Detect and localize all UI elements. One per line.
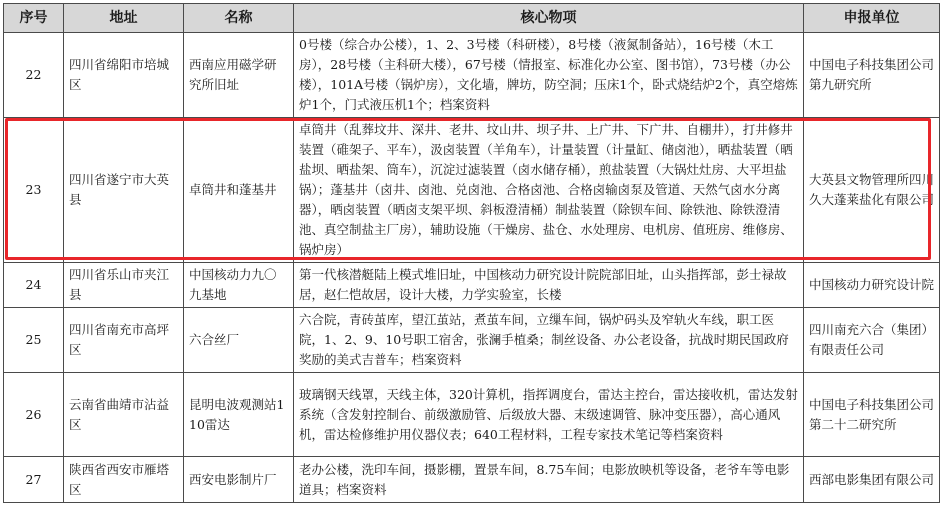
row-location: 四川省南充市高坪区: [64, 308, 184, 373]
table-header-row: [4, 4, 940, 33]
row-location: 四川省绵阳市培城区: [64, 33, 184, 118]
row-name: 六合丝厂: [184, 308, 294, 373]
row-name: 卓筒井和蓬基井: [184, 118, 294, 263]
row-location: 云南省曲靖市沾益区: [64, 373, 184, 457]
row-applicant: 中国核动力研究设计院: [804, 263, 940, 308]
row-core-items: 玻璃钢天线罩，天线主体，320计算机，指挥调度台，雷达主控台，雷达接收机，雷达发射系统（含发射控制台、前级激励管、后级放大器、末级速调管、脉冲变压器），高心通风机，雷达检修维护用仪器仪表；640工程材料，工程专家技术笔记等档案资料: [294, 373, 804, 457]
row-no: 23: [4, 118, 64, 263]
row-applicant: 中国电子科技集团公司第九研究所: [804, 33, 940, 118]
row-core-items: 老办公楼，洗印车间，摄影棚，置景车间，8.75车间；电影放映机等设备，老爷车等电影道具；档案资料: [294, 457, 804, 503]
row-location: 陕西省西安市雁塔区: [64, 457, 184, 503]
row-no: 25: [4, 308, 64, 373]
row-location: 四川省遂宁市大英县: [64, 118, 184, 263]
row-name: 西南应用磁学研究所旧址: [184, 33, 294, 118]
row-no: 24: [4, 263, 64, 308]
header-applicant: 申报单位: [804, 4, 940, 33]
row-core-items: 卓筒井（乱葬坟井、深井、老井、坟山井、坝子井、上广井、下广井、自棚井），打井修井装置（碓架子、平车），汲卤装置（羊角车），计量装置（计量缸、储卤池），晒盐装置（晒盐坝、晒盐架、筒车），沉淀过滤装置（卤水储存桶），煎盐装置（大锅灶灶房、大平坦盐锅）；蓬基井（卤井、卤池、兑卤池、合格卤池、合格卤输卤泵及管道、天然气卤水分离器），晒卤装置（晒卤支架平坝、斜板澄清桶）制盐装置（除钡车间、除铁池、除铁澄清池、真空制盐主厂房），辅助设施（干燥房、盐仓、水处理房、电机房、值班房、维修房、锅炉房）: [294, 118, 804, 263]
header-no: 序号: [4, 4, 64, 33]
row-name: 西安电影制片厂: [184, 457, 294, 503]
table-row: [4, 33, 940, 118]
row-core-items: 0号楼（综合办公楼），1、2、3号楼（科研楼），8号楼（液氮制备站），16号楼（木工房），28号楼（主科研大楼），67号楼（情报室、标准化办公室、图书馆），73号楼（办公楼），101A号楼（锅炉房），文化墙，牌坊，防空洞；压床1个，卧式烧结炉2个，真空熔炼炉1个，门式液压机1个；档案资料: [294, 33, 804, 118]
table-row: [4, 263, 940, 308]
table-row: [4, 457, 940, 503]
row-applicant: 大英县文物管理所四川久大蓬莱盐化有限公司: [804, 118, 940, 263]
row-no: 22: [4, 33, 64, 118]
row-applicant: 中国电子科技集团公司第二十二研究所: [804, 373, 940, 457]
row-core-items: 第一代核潜艇陆上模式堆旧址，中国核动力研究设计院院部旧址，山头指挥部，彭士禄故居，赵仁恺故居，设计大楼，力学实验室，长楼: [294, 263, 804, 308]
row-applicant: 西部电影集团有限公司: [804, 457, 940, 503]
row-name: 中国核动力九〇九基地: [184, 263, 294, 308]
row-no: 27: [4, 457, 64, 503]
table-row: [4, 373, 940, 457]
header-core-items: 核心物项: [294, 4, 804, 33]
row-applicant: 四川南充六合（集团）有限责任公司: [804, 308, 940, 373]
header-location: 地址: [64, 4, 184, 33]
row-location: 四川省乐山市夹江县: [64, 263, 184, 308]
heritage-table: [3, 3, 940, 503]
header-name: 名称: [184, 4, 294, 33]
row-name: 昆明电波观测站110雷达: [184, 373, 294, 457]
table-row-highlighted: [4, 118, 940, 263]
row-no: 26: [4, 373, 64, 457]
row-core-items: 六合院，青砖茧库，望江茧站，煮茧车间，立缫车间，锅炉码头及窄轨火车线，职工医院，1、2、9、10号职工宿舍，张澜手植桑；制丝设备、办公老设备，抗战时期民国政府奖励的美式吉普车；档案资料: [294, 308, 804, 373]
table-row: [4, 308, 940, 373]
